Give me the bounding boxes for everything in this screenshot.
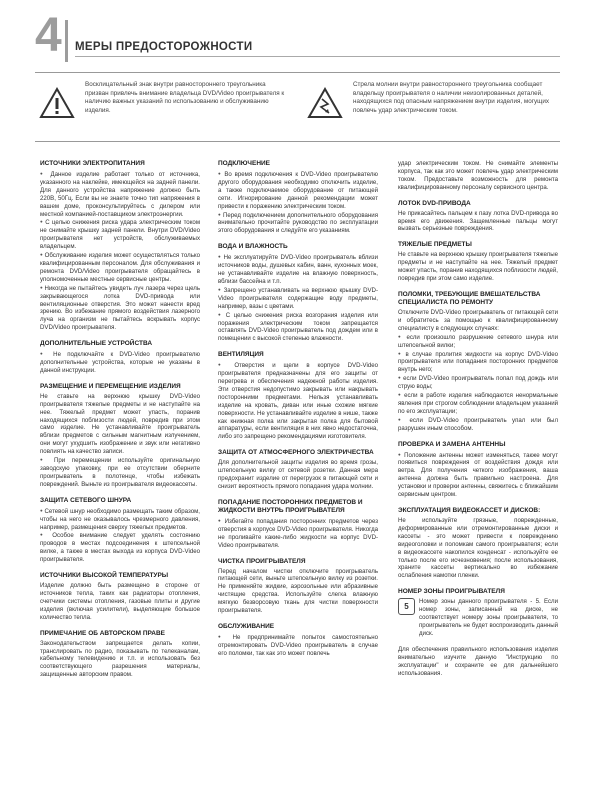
section-title: ЭКСПЛУАТАЦИЯ ВИДЕОКАССЕТ И ДИСКОВ: bbox=[398, 507, 541, 514]
section-paragraph: ● Особое внимание следует уделять состоянию проводов в местах подсоединения к штепсельной вилке, а также в местах выхода из корпуса DVD-Video проигрывателя. bbox=[40, 531, 200, 564]
footer-note bbox=[398, 646, 558, 678]
section-paragraph: ● Не эксплуатируйте DVD-Video проигрыватель вблизи источников воды, душевых кабин, ванн, кухонных моек, не устанавливайте изделие на влажную поверхность, вблизи бассейна и т.п. bbox=[218, 253, 378, 286]
section-title: ТЯЖЕЛЫЕ ПРЕДМЕТЫ bbox=[398, 241, 472, 249]
section-paragraph: ● если в работе изделия наблюдаются ненормальные явления при строгом соблюдении владельцем указаний по его эксплуатации; bbox=[398, 391, 558, 416]
column-1 bbox=[40, 160, 200, 687]
section-title: ВОДА И ВЛАЖНОСТЬ bbox=[218, 243, 288, 251]
section-paragraph: Не ставьте на верхнюю крышку проигрывателя тяжелые предметы и не наступайте на нее. Тяжелый предмет может упасть, поранив находящихся поблизости людей, повредив при этом само изделие. bbox=[398, 251, 558, 283]
page-header bbox=[35, 9, 560, 62]
section-title: РАЗМЕЩЕНИЕ И ПЕРЕМЕЩЕНИЕ ИЗДЕЛИЯ bbox=[40, 382, 181, 390]
section-title: ПОЛОМКИ, ТРЕБУЮЩИЕ ВМЕШАТЕЛЬСТВА СПЕЦИАЛИСТА ПО РЕМОНТУ bbox=[398, 290, 541, 306]
section bbox=[218, 499, 378, 550]
page-title: МЕРЫ ПРЕДОСТОРОЖНОСТИ bbox=[75, 41, 253, 53]
section bbox=[218, 351, 378, 441]
section bbox=[40, 497, 200, 564]
section bbox=[398, 200, 558, 234]
section-paragraph: ● Избегайте попадания посторонних предметов через отверстия в корпусе DVD-Video проигрывателя. Никогда не проливайте какие-либо жидкости на корпус DVD-Video проигрывателя. bbox=[218, 517, 378, 550]
section-paragraph: ● если DVD-Video проигрыватель попал под дождь или струю воды; bbox=[398, 374, 558, 391]
section-title: ЧИСТКА ПРОИГРЫВАТЕЛЯ bbox=[218, 557, 306, 565]
section bbox=[218, 558, 378, 615]
section bbox=[40, 630, 200, 680]
section-paragraph: ● Отверстия и щели в корпусе DVD-Video проигрывателя предназначены для его защиты от перегрева и обеспечения надежной работы изделия. Эти отверстия недопустимо закрывать или накрывать посторонними предметами. Нельзя устанавливать изделие на кровать, диван или иные схожие мягкие поверхности. Не устанавливайте изделие в нише, также как книжная полка или закрытая полка для бытовой аппаратуры, если вентиляция в них явно недостаточна, либо это запрещено рекомендациями изготовителя. bbox=[218, 361, 378, 441]
section bbox=[398, 241, 558, 283]
section-title: ОБСЛУЖИВАНИЕ bbox=[218, 622, 275, 630]
section-title: НОМЕР ЗОНЫ ПРОИГРЫВАТЕЛЯ bbox=[398, 588, 505, 596]
section-paragraph: ● С целью снижения риска удара электрическим током не снимайте крышку задней панели. Внутри DVD/Video проигрывателя нет устройств, обслуживаемых владельцем. bbox=[40, 218, 200, 251]
section-title: ЛОТОК DVD-ПРИВОДА bbox=[398, 199, 471, 207]
section-paragraph: ● Не предпринимайте попыток самостоятельно отремонтировать DVD-Video проигрыватель в случае его поломки, так как это может повлечь bbox=[218, 633, 378, 658]
section bbox=[218, 623, 378, 658]
section-paragraph: ● если DVD-Video проигрыватель упал или был разрушен иным способом. bbox=[398, 416, 558, 433]
section-paragraph: ● С целью снижения риска возгорания изделия или поражения электрическим током запрещается оставлять DVD-Video проигрыватель под дождем или в помещении с высокой степенью влажности. bbox=[218, 311, 378, 344]
section bbox=[40, 572, 200, 622]
section-title: ПРОВЕРКА И ЗАМЕНА АНТЕННЫ bbox=[398, 440, 506, 448]
section-title: ПРИМЕЧАНИЕ ОБ АВТОРСКОМ ПРАВЕ bbox=[40, 629, 166, 637]
section-title: ЗАЩИТА СЕТЕВОГО ШНУРА bbox=[40, 496, 132, 504]
section bbox=[218, 243, 378, 343]
section-paragraph: Для дополнительной защиты изделия во время грозы, штепсельную вилку от сетевой розетки. Данная мера предохранит изделие от перегрузок в питающей сети и снизит вероятность прямого попадания удара молнии. bbox=[218, 459, 378, 490]
section-paragraph: Изделие должно быть размещено в стороне от источников тепла, таких как радиаторы отопления, счетчики системы отопления, газовые плиты и другие изделия (включая усилители), выделяющие большое количество тепла. bbox=[40, 582, 200, 621]
section-paragraph: ● в случае пролития жидкости на корпус DVD-Video проигрывателя или попадания посторонних предметов внутрь него; bbox=[398, 350, 558, 375]
section-title: ИСТОЧНИКИ ВЫСОКОЙ ТЕМПЕРАТУРЫ bbox=[40, 572, 169, 580]
section-paragraph: Не ставьте на верхнюю крышку DVD-Video проигрывателя тяжелые предметы и не наступайте на нее. Тяжелый предмет может упасть, поранив находящихся поблизости людей, повредив при этом само изделие. Не устанавливайте проигрыватель вблизи предметов с сильным магнитным излучением, они могут ухудшить изображение и звук или негативно повлиять на качество записи. bbox=[40, 392, 200, 456]
section-paragraph: ● Никогда не пытайтесь увидеть луч лазера через щель закрывающегося лотка DVD-привода или вентиляционные отверстия. Это может нанести вред зрению. Во избежание прямого воздействия лазерного луча на организм не пытайтесь вскрывать корпус DVD/Video проигрывателя. bbox=[40, 284, 200, 332]
section-paragraph: Перед началом чистки отключите проигрыватель питающей сети, выньте штепсельную вилку из розетки. Не применяйте жидкие, аэрозольные или абразивные чистящие средства. Используйте слегка влажную мягкую безворсовую ткань для чистки поверхности проигрывателя. bbox=[218, 567, 378, 615]
column-2 bbox=[218, 160, 378, 666]
section bbox=[398, 160, 558, 192]
section-title: ИСТОЧНИКИ ЭЛЕКТРОПИТАНИЯ bbox=[40, 160, 145, 167]
section-paragraph: Отключите DVD-Video проигрыватель от питающей сети и обратитесь за помощью к квалифицированному специалисту в следующих случаях: bbox=[398, 308, 558, 332]
section-paragraph: ● если произошло разрушение сетевого шнура или штепсельной вилки; bbox=[398, 333, 558, 350]
region-code-icon: 5 bbox=[398, 598, 415, 615]
section-title: ЗАЩИТА ОТ АТМОСФЕРНОГО ЭЛЕКТРИЧЕСТВА bbox=[218, 449, 374, 457]
section bbox=[40, 340, 200, 375]
warning-exclamation bbox=[35, 81, 290, 131]
warning-lightning bbox=[303, 81, 558, 131]
section-paragraph: Не прикасайтесь пальцем к пазу лотка DVD-привода во время его движения. Защемленные пальцы могут вызвать серьезные повреждения. bbox=[398, 209, 558, 233]
warning-box bbox=[35, 72, 560, 142]
section-paragraph: Законодательством запрещается делать копии, транслировать по радио, показывать по телеканалам, кабельному телевидению и т.п. и использовать без соответствующего разрешения материалы, защищенные авторским правом. bbox=[40, 639, 200, 679]
section-paragraph: ● Обслуживание изделия может осуществляться только квалифицированным персоналом. Для обслуживания и ремонта DVD/Video проигрывателя обращайтесь в уполномоченные местные сервисные центры. bbox=[40, 251, 200, 284]
section-paragraph: ● Данное изделие работает только от источника, указанного на наклейке, имеющейся на задней панели. Для данного устройства напряжение должно быть 220В, 50Гц. Если вы не знаете точно тип напряжения в вашем доме, проконсультируйтесь с дилером или местной компанией-поставщиком электроэнергии. bbox=[40, 170, 200, 218]
section bbox=[40, 383, 200, 489]
section-paragraph: ● Не подключайте к DVD-Video проигрывателю дополнительные устройства, которые не указаны в данной инструкции. bbox=[40, 350, 200, 375]
warning-exclamation-text: Восклицательный знак внутри равностороннего треугольника призван привлечь внимание владельца DVD/Video проигрывателя к наличию важных указаний по использованию и обслуживанию изделия. bbox=[85, 81, 285, 114]
section-paragraph: ● Положение антенны может изменяться, также могут появиться повреждения от воздействия дождя или ветра. Для получения четкого изображения, ваша антенна должна быть правильно настроена. Для установки и проверки антенны, свяжитесь с ближайшим сервисным центром. bbox=[398, 451, 558, 499]
section-paragraph: ● Перед подключением дополнительного оборудования внимательно прочитайте руководство по эксплуатации этого оборудования и следуйте его указаниям. bbox=[218, 211, 378, 236]
section-paragraph: ● Во время подключения к DVD-Video проигрывателю другого оборудования необходимо отключить изделие, а также подключаемое оборудование от питающей сети. Игнорирование данной рекомендации может привести к поражению электрическим током. bbox=[218, 170, 378, 211]
section bbox=[218, 449, 378, 491]
section-paragraph: ● Сетевой шнур необходимо размещать таким образом, чтобы на него не оказывалось чрезмерного давления, например, размещения сверху тяжелых предметов. bbox=[40, 507, 200, 532]
exclamation-triangle-icon bbox=[39, 87, 75, 119]
region-code-section bbox=[398, 588, 558, 638]
chapter-number: 4 bbox=[35, 9, 62, 62]
footer-note-text: Для обеспечения правильного использования изделия внимательно изучите данную "Инструкцию по эксплуатации" и сохраните ее для дальнейшего использования. bbox=[398, 645, 558, 677]
column-3 bbox=[398, 160, 558, 685]
section-paragraph: ● Запрещено устанавливать на верхнюю крышку DVD-Video проигрывателя содержащие воду предметы, например, вазы с цветами. bbox=[218, 286, 378, 311]
section bbox=[398, 507, 558, 580]
section bbox=[398, 441, 558, 499]
section-paragraph: Не используйте грязные, поврежденные, деформированные или отремонтированные диски и кассеты - это может привести к повреждению видеоголовки и поломкам самого проигрывателя; если в видеокассете накопился конденсат - используйте ее только после его исчезновения; после использования, храните кассеты вертикально во избежание ослабления намотки пленки. bbox=[398, 517, 558, 580]
section-title: ВЕНТИЛЯЦИЯ bbox=[218, 351, 264, 359]
section-paragraph: ● При перемещении используйте оригинальную заводскую упаковку, при ее отсутствии оберните проигрыватель в полотенце, чтобы избежать повреждений. Выньте из проигрывателя видеокассеты. bbox=[40, 456, 200, 489]
lightning-triangle-icon bbox=[307, 87, 343, 119]
section-paragraph: удар электрическим током. Не снимайте элементы корпуса, так как это может повлечь удар электрическим током. Предоставьте возможность для ремонта квалифицированному персоналу сервисного центра. bbox=[398, 160, 558, 191]
section-title: ПОДКЛЮЧЕНИЕ bbox=[218, 160, 271, 167]
warning-lightning-text: Стрела молнии внутри равностороннего треугольника сообщает владельцу проигрывателя о наличии неизолированных деталей, находящихся под опасным напряжением внутри изделия, могущих повлечь удар электрическим током. bbox=[353, 81, 550, 114]
section-paragraph: Номер зоны данного проигрывателя - 5. Если номер зоны, записанный на диске, не соответствует номеру зоны проигрывателя, то проигрыватель не будет воспроизводить данный диск. bbox=[419, 598, 558, 637]
section bbox=[398, 291, 558, 433]
header-rule bbox=[75, 56, 560, 57]
section bbox=[218, 160, 378, 235]
section-title: ПОПАДАНИЕ ПОСТОРОННИХ ПРЕДМЕТОВ И ЖИДКОСТИ ВНУТРЬ ПРОИГРЫВАТЕЛЯ bbox=[218, 498, 363, 514]
header-bar bbox=[65, 20, 68, 62]
section bbox=[40, 160, 200, 332]
section-title: ДОПОЛНИТЕЛЬНЫЕ УСТРОЙСТВА bbox=[40, 340, 153, 348]
